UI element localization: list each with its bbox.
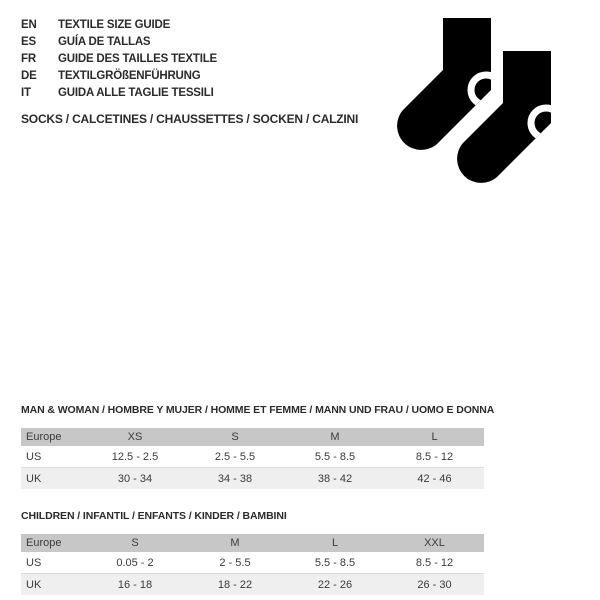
size-value: 42 - 46 <box>385 468 484 489</box>
row-label-uk: UK <box>21 574 85 595</box>
language-row-de <box>21 67 217 84</box>
language-label: TEXTILGRÖßENFÜHRUNG <box>58 69 201 82</box>
children-table-title: CHILDREN / INFANTIL / ENFANTS / KINDER / BAMBINI <box>21 510 287 522</box>
size-value: 2.5 - 5.5 <box>185 446 285 468</box>
size-value: 8.5 - 12 <box>385 552 484 574</box>
language-code: FR <box>21 52 36 65</box>
children-section <box>21 510 484 595</box>
language-label: GUIDA ALLE TAGLIE TESSILI <box>58 86 214 99</box>
language-list <box>21 16 217 101</box>
man-woman-size-table <box>21 428 484 489</box>
children-size-table <box>21 534 484 595</box>
language-code: EN <box>21 18 37 31</box>
column-header-europe: Europe <box>21 428 85 446</box>
size-value: 26 - 30 <box>385 574 484 595</box>
column-header-xs: XS <box>85 428 185 446</box>
language-code: IT <box>21 86 31 99</box>
size-value: 30 - 34 <box>85 468 185 489</box>
column-header-xxl: XXL <box>385 534 484 552</box>
socks-icon <box>394 12 564 184</box>
column-header-l: L <box>285 534 385 552</box>
size-value: 18 - 22 <box>185 574 285 595</box>
column-header-m: M <box>185 534 285 552</box>
row-label-uk: UK <box>21 468 85 489</box>
column-header-s: S <box>185 428 285 446</box>
size-value: 5.5 - 8.5 <box>285 552 385 574</box>
language-row-en <box>21 16 217 33</box>
language-label: TEXTILE SIZE GUIDE <box>58 18 171 31</box>
column-header-europe: Europe <box>21 534 85 552</box>
man-woman-section <box>21 404 495 489</box>
language-code: DE <box>21 69 37 82</box>
column-header-s: S <box>85 534 185 552</box>
size-value: 0.05 - 2 <box>85 552 185 574</box>
column-header-m: M <box>285 428 385 446</box>
size-value: 8.5 - 12 <box>385 446 484 468</box>
size-value: 2 - 5.5 <box>185 552 285 574</box>
size-value: 12.5 - 2.5 <box>85 446 185 468</box>
language-code: ES <box>21 35 36 48</box>
size-value: 5.5 - 8.5 <box>285 446 385 468</box>
size-value: 38 - 42 <box>285 468 385 489</box>
size-value: 22 - 26 <box>285 574 385 595</box>
row-label-us: US <box>21 446 85 468</box>
row-label-us: US <box>21 552 85 574</box>
product-category-title: SOCKS / CALCETINES / CHAUSSETTES / SOCKEN / CALZINI <box>21 112 359 126</box>
column-header-l: L <box>385 428 484 446</box>
man-woman-table-title: MAN & WOMAN / HOMBRE Y MUJER / HOMME ET FEMME / MANN UND FRAU / UOMO E DONNA <box>21 404 495 416</box>
language-label: GUÍA DE TALLAS <box>58 35 151 48</box>
size-value: 16 - 18 <box>85 574 185 595</box>
language-row-fr <box>21 50 217 67</box>
language-label: GUIDE DES TAILLES TEXTILE <box>58 52 217 65</box>
language-row-es <box>21 33 217 50</box>
size-value: 34 - 38 <box>185 468 285 489</box>
language-row-it <box>21 84 217 101</box>
